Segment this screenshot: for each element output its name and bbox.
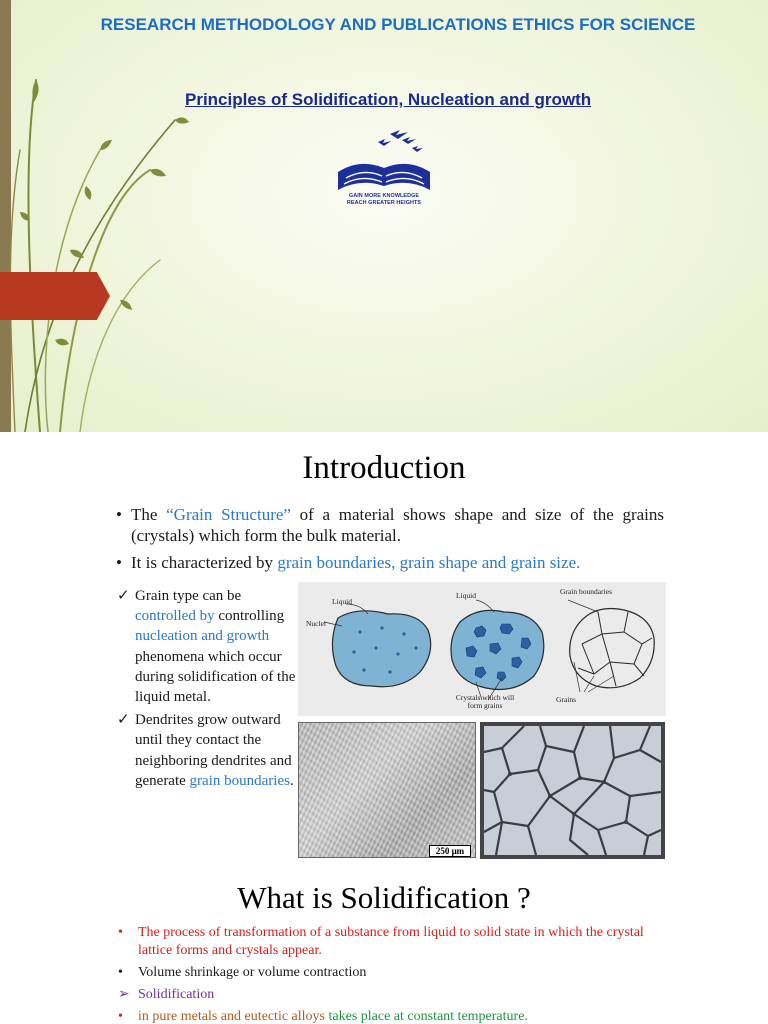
bullet-marker: • xyxy=(116,505,122,524)
label-grains: Grains xyxy=(556,695,576,704)
bullet-highlight: grain boundaries, grain shape and grain size. xyxy=(277,553,581,572)
bullet-grain-structure xyxy=(116,504,664,546)
arrow-bullet-icon: ➢ xyxy=(118,987,130,1002)
item-text: The process of transformation of a substance from liquid to solid state in which the crystal lattice forms and crystals appear. xyxy=(138,925,644,958)
decorative-stems xyxy=(0,0,220,432)
solidification-list xyxy=(118,924,658,1024)
check-text: phenomena which occur during solidification of the liquid metal. xyxy=(135,648,296,706)
check-item-grain-type xyxy=(117,586,302,707)
scale-bar-label: 250 μm xyxy=(429,845,471,857)
logo-motto-line-1: GAIN MORE KNOWLEDGE xyxy=(348,193,420,199)
bullet-marker: • xyxy=(116,553,122,572)
label-liquid-2: Liquid xyxy=(456,591,476,600)
check-highlight: controlled by xyxy=(135,608,215,625)
label-liquid-1: Liquid xyxy=(332,597,352,606)
solidification-item-pure-metals xyxy=(118,1008,658,1024)
grain-network-image xyxy=(480,722,665,859)
intro-bullet-list xyxy=(116,504,664,579)
solidification-item-heading xyxy=(118,986,658,1004)
bullet-text: of a material shows shape and size of the grains (crystals) which form the bulk material. xyxy=(131,505,664,545)
label-nuclei: Nuclei xyxy=(306,619,326,628)
bullet-characterized xyxy=(116,552,664,573)
bullet-text: The xyxy=(131,505,167,524)
label-grain-boundaries: Grain boundaries xyxy=(560,587,612,596)
check-highlight: nucleation and growth xyxy=(135,628,270,645)
grain-boundary-micrograph xyxy=(480,722,665,859)
red-arrow-tab xyxy=(0,272,110,320)
bullet-marker: • xyxy=(118,1009,123,1024)
label-crystals: Crystals which will form grains xyxy=(455,693,515,710)
checkmark-icon: ✓ xyxy=(117,588,130,604)
bullet-marker: • xyxy=(118,925,123,940)
item-text: Volume shrinkage or volume contraction xyxy=(138,965,367,980)
slide-heading-solidification: What is Solidification ? xyxy=(237,880,531,915)
slide-heading-introduction: Introduction xyxy=(302,450,466,486)
institution-logo xyxy=(330,128,438,210)
item-highlight: takes place at constant temperature. xyxy=(328,1009,528,1024)
solidification-item-volume xyxy=(118,964,658,982)
solidification-item-definition xyxy=(118,924,658,960)
checkmark-icon: ✓ xyxy=(117,712,130,729)
content-slide xyxy=(0,432,768,1024)
presentation-subtitle: Principles of Solidification, Nucleation and growth xyxy=(185,90,592,109)
presentation-title: RESEARCH METHODOLOGY AND PUBLICATIONS ETHICS FOR SCIENCE xyxy=(100,15,696,34)
logo-motto-line-2: REACH GREATER HEIGHTS xyxy=(346,200,422,206)
check-text: Grain type can be xyxy=(135,588,242,604)
bullet-highlight: “Grain Structure” xyxy=(166,505,291,524)
bullet-text: It is characterized by xyxy=(131,553,278,572)
check-list xyxy=(117,586,302,791)
check-text: controlling xyxy=(214,608,285,625)
book-birds-icon xyxy=(330,128,438,194)
solidification-stages-diagram xyxy=(298,582,666,716)
check-item-dendrites xyxy=(117,710,302,791)
check-text: . xyxy=(289,772,294,789)
item-text: Solidification xyxy=(138,987,215,1002)
bullet-marker: • xyxy=(118,965,123,980)
check-text: Dendrites grow outward until they contact the neighboring dendrites and generate xyxy=(135,712,292,789)
item-text: in pure metals and eutectic alloys xyxy=(138,1009,329,1024)
dendrite-micrograph xyxy=(298,722,476,858)
check-highlight: grain boundaries xyxy=(189,772,290,789)
title-slide xyxy=(0,0,768,432)
